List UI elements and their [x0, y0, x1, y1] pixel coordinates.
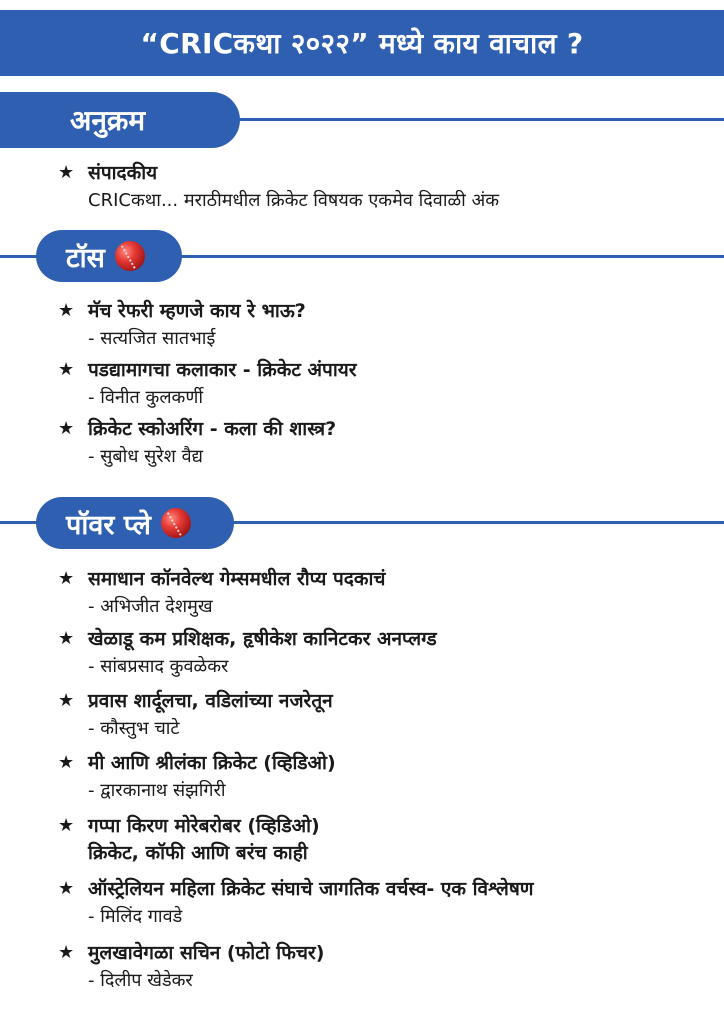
star-bullet-icon: ★ [58, 300, 75, 321]
star-bullet-icon: ★ [58, 568, 75, 589]
item-title: प्रवास शार्दूलचा, वडिलांच्या नजरेतून [88, 690, 333, 712]
list-item [58, 298, 704, 352]
section-label: पॉवर प्ले [66, 509, 151, 541]
list-item [58, 813, 704, 867]
item-subtitle: CRICकथा... मराठीमधील क्रिकेट विषयक एकमेव दिवाळी अंक [88, 190, 500, 211]
item-title: मुलखावेगळा सचिन (फोटो फिचर) [88, 942, 325, 964]
star-bullet-icon: ★ [58, 942, 75, 963]
star-bullet-icon: ★ [58, 162, 75, 183]
item-title: मी आणि श्रीलंका क्रिकेट (व्हिडिओ) [88, 752, 336, 774]
list-item [58, 566, 704, 620]
item-author: - सत्यजित सातभाई [88, 328, 216, 349]
star-bullet-icon: ★ [58, 418, 75, 439]
page-title: “CRICकथा २०२२” मध्ये काय वाचाल ? [140, 27, 584, 60]
item-title: खेळाडू कम प्रशिक्षक, हृषीकेश कानिटकर अनप्लग्ड [88, 628, 437, 650]
item-author: - विनीत कुलकर्णी [88, 387, 204, 408]
list-item [58, 876, 704, 930]
star-bullet-icon: ★ [58, 815, 75, 836]
cricket-ball-icon [115, 241, 145, 271]
item-author: - मिलिंद गावडे [88, 906, 183, 927]
section-heading-toss [36, 230, 182, 282]
item-author: - द्वारकानाथ संझगिरी [88, 780, 226, 801]
item-author: - दिलीप खेडेकर [88, 970, 193, 991]
section-label: टॉस [66, 242, 105, 274]
list-item [58, 357, 704, 411]
star-bullet-icon: ★ [58, 878, 75, 899]
list-item [58, 626, 704, 680]
item-author: - सुबोध सुरेश वैद्य [88, 446, 203, 467]
list-item [58, 416, 704, 470]
list-item [58, 750, 704, 804]
item-title: संपादकीय [88, 162, 158, 184]
star-bullet-icon: ★ [58, 690, 75, 711]
item-title: ऑस्ट्रेलियन महिला क्रिकेट संघाचे जागतिक वर्चस्व- एक विश्लेषण [88, 878, 534, 900]
item-title: समाधान कॉनवेल्थ गेम्समधील रौप्य पदकाचं [88, 568, 386, 590]
section-label: अनुक्रम [70, 104, 146, 137]
item-title: पडद्यामागचा कलाकार - क्रिकेट अंपायर [88, 359, 357, 381]
item-subtitle: क्रिकेट, कॉफी आणि बरंच काही [88, 842, 308, 864]
item-title: मॅच रेफरी म्हणजे काय रे भाऊ? [88, 300, 306, 322]
item-title: क्रिकेट स्कोअरिंग - कला की शास्त्र? [88, 418, 337, 440]
list-item [58, 940, 704, 994]
list-item [58, 160, 704, 214]
header-banner [0, 10, 724, 76]
item-title: गप्पा किरण मोरेबरोबर (व्हिडिओ) [88, 815, 320, 837]
item-author: - अभिजीत देशमुख [88, 596, 213, 617]
star-bullet-icon: ★ [58, 359, 75, 380]
star-bullet-icon: ★ [58, 752, 75, 773]
cricket-ball-icon [161, 508, 191, 538]
item-author: - सांबप्रसाद कुवळेकर [88, 656, 229, 677]
item-author: - कौस्तुभ चाटे [88, 718, 180, 739]
star-bullet-icon: ★ [58, 628, 75, 649]
list-item [58, 688, 704, 742]
section-heading-powerplay [36, 497, 234, 549]
section-heading-contents [0, 92, 240, 148]
